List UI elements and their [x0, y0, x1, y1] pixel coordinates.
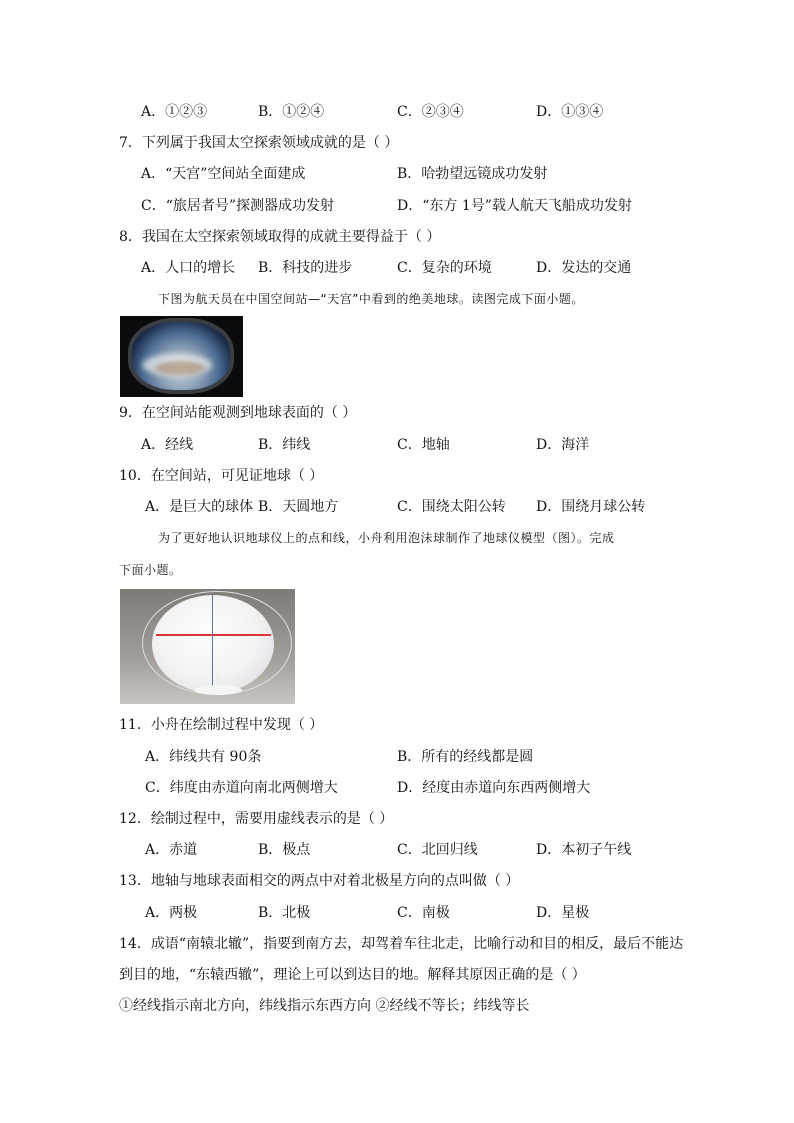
q10-option-b: B．天圆地方 [258, 499, 339, 515]
q13-stem: 13．地轴与地球表面相交的两点中对着北极星方向的点叫做（ ） [119, 873, 520, 889]
q9-stem: 9．在空间站能观测到地球表面的（ ） [119, 405, 357, 421]
q7-option-c: C．“旅居者号”探测器成功发射 [141, 198, 335, 214]
q8-option-d: D．发达的交通 [536, 260, 632, 276]
passage-intro-1: 下图为航天员在中国空间站—“天宫”中看到的绝美地球。读图完成下面小题。 [158, 292, 584, 306]
q11-option-d: D．经度由赤道向东西两侧增大 [397, 780, 591, 796]
passage-intro-2-line2: 下面小题。 [119, 563, 182, 577]
q12-option-a: A．赤道 [145, 842, 198, 858]
q7-stem: 7．下列属于我国太空探索领域成就的是（ ） [119, 135, 399, 151]
q9-option-d: D．海洋 [536, 437, 590, 453]
q11-option-a: A．纬线共有 90条 [145, 749, 262, 765]
q6-option-d: D．①③④ [536, 104, 604, 120]
q9-option-c: C．地轴 [397, 437, 450, 453]
foam-globe-model-photo [120, 589, 295, 704]
q10-stem: 10．在空间站，可见证地球（ ） [119, 468, 324, 484]
q14-statements: ①经线指示南北方向，纬线指示东西方向 ②经线不等长；纬线等长 [119, 998, 530, 1014]
q9-option-a: A．经线 [141, 437, 194, 453]
q11-option-c: C．纬度由赤道向南北两侧增大 [145, 780, 338, 796]
q12-option-c: C．北回归线 [397, 842, 478, 858]
q8-option-a: A．人口的增长 [141, 260, 236, 276]
q10-option-d: D．围绕月球公转 [536, 499, 646, 515]
q6-option-b: B．①②④ [258, 104, 325, 120]
earth-from-space-station-photo [120, 316, 243, 397]
passage-intro-2-line1: 为了更好地认识地球仪上的点和线，小舟利用泡沫球制作了地球仪模型（图）。完成 [158, 531, 615, 545]
q14-stem-line2: 到目的地，“东辕西辙”，理论上可以到达目的地。解释其原因正确的是（ ） [119, 967, 586, 983]
q12-option-d: D．本初子午线 [536, 842, 632, 858]
q7-option-b: B．哈勃望远镜成功发射 [397, 166, 548, 182]
q11-option-b: B．所有的经线都是圆 [397, 749, 534, 765]
q8-stem: 8．我国在太空探索领域取得的成就主要得益于（ ） [119, 229, 441, 245]
q7-option-d: D．“东方 1号”载人航天飞船成功发射 [397, 198, 632, 214]
q10-option-a: A．是巨大的球体 [145, 499, 254, 515]
q9-option-b: B．纬线 [258, 437, 311, 453]
q7-option-a: A．“天宫”空间站全面建成 [141, 166, 306, 182]
q13-option-a: A．两极 [145, 905, 198, 921]
q6-option-c: C．②③④ [397, 104, 464, 120]
q10-option-c: C．围绕太阳公转 [397, 499, 506, 515]
q12-stem: 12．绘制过程中，需要用虚线表示的是（ ） [119, 811, 394, 827]
q13-option-b: B．北极 [258, 905, 311, 921]
q8-option-c: C．复杂的环境 [397, 260, 492, 276]
q13-option-d: D．星极 [536, 905, 590, 921]
q12-option-b: B．极点 [258, 842, 311, 858]
q6-option-a: A．①②③ [141, 104, 208, 120]
q11-stem: 11．小舟在绘制过程中发现（ ） [119, 717, 324, 733]
q13-option-c: C．南极 [397, 905, 450, 921]
q14-stem-line1: 14．成语“南辕北辙”，指要到南方去，却驾着车往北走，比喻行动和目的相反，最后不能达 [119, 936, 684, 952]
q8-option-b: B．科技的进步 [258, 260, 353, 276]
